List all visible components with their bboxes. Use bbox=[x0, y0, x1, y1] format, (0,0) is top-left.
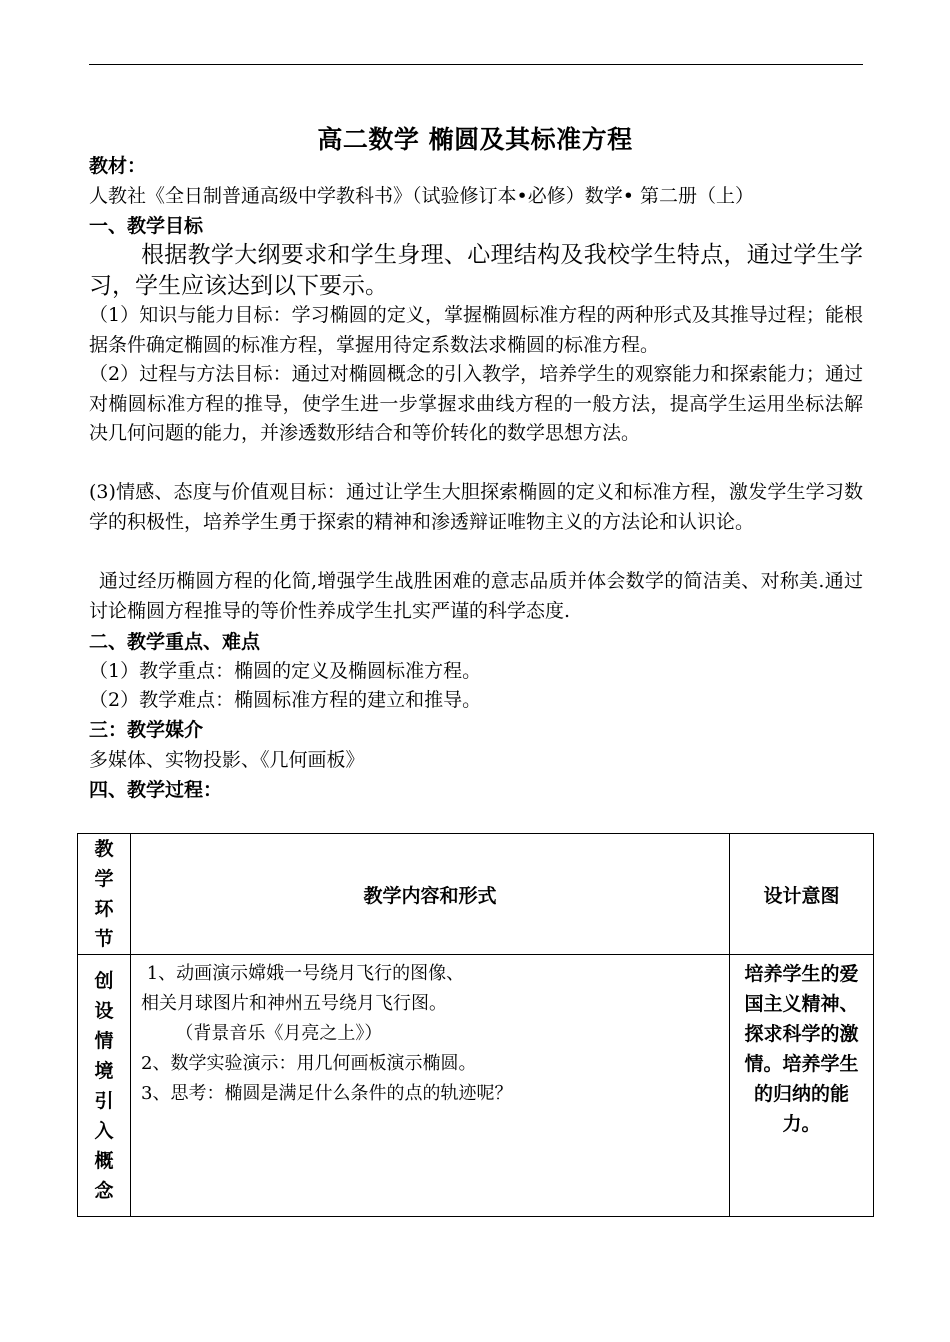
goal-knowledge: （1）知识与能力目标：学习椭圆的定义，掌握椭圆标准方程的两种形式及其推导过程；能根据条件确定椭圆的标准方程，掌握用待定系数法求椭圆的标准方程。 bbox=[89, 304, 863, 356]
goals-intro: 根据教学大纲要求和学生身理、心理结构及我校学生特点，通过学生学习，学生应该达到以下要示。 bbox=[89, 242, 863, 299]
table-header-row bbox=[78, 834, 874, 955]
section3-heading: 三：教学媒介 bbox=[89, 719, 204, 741]
row1-content-cell bbox=[131, 955, 730, 1217]
row1-stage-cell bbox=[78, 955, 131, 1217]
key-point: （1）教学重点：椭圆的定义及椭圆标准方程。 bbox=[89, 660, 482, 682]
header-content: 教学内容和形式 bbox=[363, 884, 497, 907]
goal-attitude: 通过经历椭圆方程的化简,增强学生战胜困难的意志品质并体会数学的简洁美、对称美.通过讨论椭圆方程推导的等价性养成学生扎实严谨的科学态度. bbox=[89, 570, 863, 622]
header-stage: 教学环节 bbox=[94, 838, 114, 950]
row1-purpose-cell bbox=[730, 955, 874, 1217]
media-text: 多媒体、实物投影、《几何画板》 bbox=[89, 749, 365, 771]
row1-purpose: 培养学生的爱国主义精神、探求科学的激情。培养学生的归纳的能力。 bbox=[744, 963, 859, 1135]
lesson-process-table bbox=[77, 833, 874, 1217]
document-title: 高二数学 椭圆及其标准方程 bbox=[317, 125, 633, 154]
section2-heading: 二、教学重点、难点 bbox=[89, 631, 261, 653]
content-line: （背景音乐《月亮之上》） bbox=[141, 1023, 383, 1044]
section1-heading: 一、教学目标 bbox=[89, 215, 204, 237]
content-line: 1、动画演示嫦娥一号绕月飞行的图像、 bbox=[141, 963, 465, 984]
difficult-point: （2）教学难点：椭圆标准方程的建立和推导。 bbox=[89, 689, 482, 711]
textbook-heading: 教材： bbox=[89, 155, 147, 177]
header-purpose: 设计意图 bbox=[763, 884, 840, 907]
row1-content bbox=[131, 955, 729, 1109]
goal-emotion: (3)情感、态度与价值观目标：通过让学生大胆探索椭圆的定义和标准方程，激发学生学习数学的积极性，培养学生勇于探索的精神和渗透辩证唯物主义的方法论和认识论。 bbox=[89, 481, 863, 533]
section4-heading: 四、教学过程： bbox=[89, 779, 223, 801]
textbook-text: 人教社《全日制普通高级中学教科书》（试验修订本•必修）数学• 第二册（上） bbox=[89, 185, 754, 207]
header-stage-cell bbox=[78, 834, 131, 955]
row1-stage: 创设情境引入概念 bbox=[94, 969, 114, 1202]
header-content-cell bbox=[131, 834, 730, 955]
header-purpose-cell bbox=[730, 834, 874, 955]
content-line: 3、思考：椭圆是满足什么条件的点的轨迹呢？ bbox=[141, 1083, 513, 1104]
table-row bbox=[78, 955, 874, 1217]
content-line: 相关月球图片和神州五号绕月飞行图。 bbox=[141, 993, 447, 1014]
content-line: 2、数学实验演示：用几何画板演示椭圆。 bbox=[141, 1053, 477, 1074]
goal-process: （2）过程与方法目标：通过对椭圆概念的引入教学，培养学生的观察能力和探索能力；通过对椭圆标准方程的推导，使学生进一步掌握求曲线方程的一般方法，提高学生运用坐标法解决几何问题的能力，并渗透数形结合和等价转化的数学思想方法。 bbox=[89, 363, 863, 444]
top-rule bbox=[89, 64, 863, 65]
